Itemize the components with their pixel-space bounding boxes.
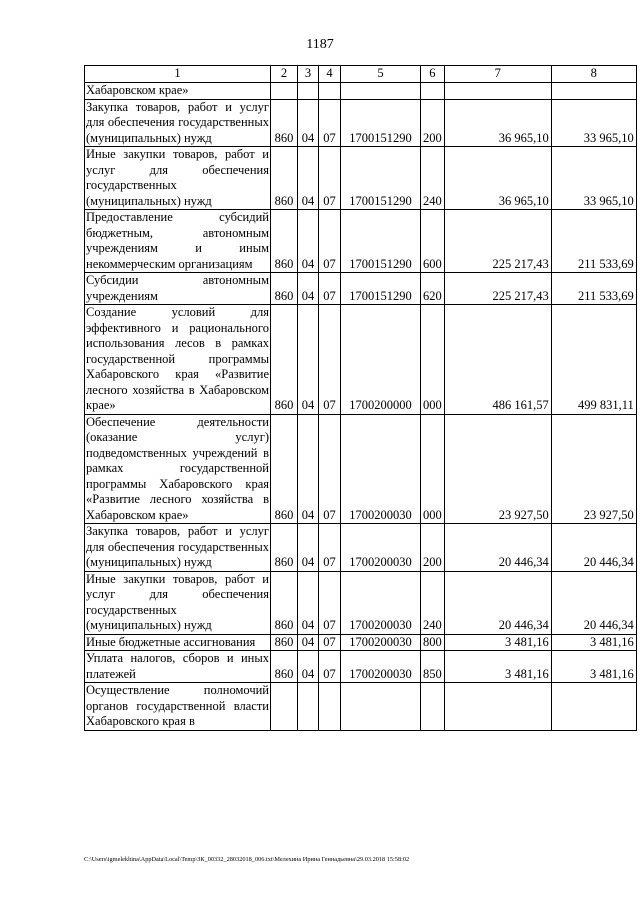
- row-amount-col8: [551, 683, 636, 731]
- header-cell-1: 1: [85, 66, 271, 83]
- header-cell-8: 8: [551, 66, 636, 83]
- row-target-article: [341, 683, 421, 731]
- row-subsection: 07: [319, 305, 341, 415]
- row-subsection: 07: [319, 634, 341, 651]
- page-number: 1187: [306, 37, 334, 52]
- row-subsection: 07: [319, 147, 341, 210]
- row-section: 04: [298, 305, 319, 415]
- row-amount-col7: 36 965,10: [444, 147, 551, 210]
- row-admin-code: 860: [271, 571, 298, 634]
- table-row: [85, 273, 637, 305]
- row-description: Субсидии автономным учреждениям: [86, 273, 269, 303]
- row-target-article: [341, 83, 421, 100]
- row-subsection: 07: [319, 571, 341, 634]
- row-section: 04: [298, 147, 319, 210]
- row-section: 04: [298, 99, 319, 147]
- row-description: Уплата налогов, сборов и иных платежей: [86, 651, 269, 681]
- row-subsection: [319, 83, 341, 100]
- row-amount-col8: 499 831,11: [551, 305, 636, 415]
- row-subsection: 07: [319, 273, 341, 305]
- row-admin-code: [271, 683, 298, 731]
- row-expense-type: 000: [421, 414, 445, 524]
- row-amount-col7: 225 217,43: [444, 273, 551, 305]
- row-section: 04: [298, 210, 319, 273]
- row-expense-type: [421, 683, 445, 731]
- row-amount-col7: 486 161,57: [444, 305, 551, 415]
- row-target-article: 1700151290: [341, 147, 421, 210]
- header-cell-3: 3: [298, 66, 319, 83]
- row-target-article: 1700200030: [341, 414, 421, 524]
- row-amount-col8: 3 481,16: [551, 634, 636, 651]
- header-cell-2: 2: [271, 66, 298, 83]
- row-description: Иные закупки товаров, работ и услуг для обеспечения государственных (муниципальных) нужд: [86, 571, 269, 632]
- table-row: [85, 414, 637, 524]
- row-amount-col7: 36 965,10: [444, 99, 551, 147]
- row-amount-col7: 20 446,34: [444, 524, 551, 572]
- header-cell-4: 4: [319, 66, 341, 83]
- row-description: Иные бюджетные ассигнования: [85, 634, 271, 651]
- row-description: Создание условий для эффективного и рационального использования лесов в рамках государственной программы Хабаровского края «Развитие лесного хозяйства в Хабаровском крае»: [86, 305, 269, 412]
- row-admin-code: 860: [271, 305, 298, 415]
- row-admin-code: 860: [271, 99, 298, 147]
- budget-table: [84, 65, 637, 731]
- row-target-article: 1700200030: [341, 571, 421, 634]
- row-section: 04: [298, 414, 319, 524]
- table-row: [85, 651, 637, 683]
- row-expense-type: 850: [421, 651, 445, 683]
- row-target-article: 1700151290: [341, 273, 421, 305]
- row-target-article: 1700200030: [341, 524, 421, 572]
- row-admin-code: 860: [271, 273, 298, 305]
- row-amount-col8: 20 446,34: [551, 524, 636, 572]
- row-expense-type: 240: [421, 147, 445, 210]
- row-admin-code: [271, 83, 298, 100]
- row-amount-col8: 33 965,10: [551, 99, 636, 147]
- row-admin-code: 860: [271, 147, 298, 210]
- row-admin-code: 860: [271, 414, 298, 524]
- row-expense-type: [421, 83, 445, 100]
- row-section: 04: [298, 651, 319, 683]
- row-amount-col7: 3 481,16: [444, 634, 551, 651]
- row-amount-col7: 3 481,16: [444, 651, 551, 683]
- row-description: Осуществление полномочий органов государственной власти Хабаровского края в: [86, 683, 269, 728]
- row-expense-type: 800: [421, 634, 445, 651]
- row-expense-type: 240: [421, 571, 445, 634]
- table-row: [85, 634, 637, 651]
- row-subsection: 07: [319, 651, 341, 683]
- row-amount-col8: [551, 83, 636, 100]
- row-subsection: [319, 683, 341, 731]
- table-row: [85, 571, 637, 634]
- table-header-row: [85, 66, 637, 83]
- row-description: Закупка товаров, работ и услуг для обеспечения государственных (муниципальных) нужд: [86, 99, 269, 145]
- row-amount-col7: [444, 83, 551, 100]
- table-row: [85, 99, 637, 147]
- row-description: Иные закупки товаров, работ и услуг для обеспечения государственных (муниципальных) нужд: [86, 147, 269, 208]
- row-description: Хабаровском крае»: [85, 83, 271, 100]
- table-row: [85, 305, 637, 415]
- row-section: 04: [298, 571, 319, 634]
- header-cell-7: 7: [444, 66, 551, 83]
- row-description: Предоставление субсидий бюджетным, автономным учреждениям и иным некоммерческим организациям: [86, 210, 269, 271]
- table-row: [85, 524, 637, 572]
- table-row: [85, 147, 637, 210]
- row-expense-type: 600: [421, 210, 445, 273]
- row-subsection: 07: [319, 99, 341, 147]
- row-amount-col7: 23 927,50: [444, 414, 551, 524]
- header-cell-6: 6: [421, 66, 445, 83]
- row-section: [298, 683, 319, 731]
- file-path-footer: C:\Users\igmelekhina\AppData\Local\Temp\ЗК_00332_28032018_006.txt\Мелехина Ирина Геннадьевна\29.03.2018 15:58:02: [84, 856, 410, 863]
- row-amount-col7: 225 217,43: [444, 210, 551, 273]
- row-amount-col8: 3 481,16: [551, 651, 636, 683]
- row-amount-col7: 20 446,34: [444, 571, 551, 634]
- row-admin-code: 860: [271, 634, 298, 651]
- row-expense-type: 200: [421, 99, 445, 147]
- row-expense-type: 200: [421, 524, 445, 572]
- table-row: [85, 683, 637, 731]
- row-amount-col8: 23 927,50: [551, 414, 636, 524]
- row-amount-col8: 33 965,10: [551, 147, 636, 210]
- row-target-article: 1700200000: [341, 305, 421, 415]
- row-target-article: 1700151290: [341, 99, 421, 147]
- row-admin-code: 860: [271, 651, 298, 683]
- row-amount-col7: [444, 683, 551, 731]
- row-admin-code: 860: [271, 210, 298, 273]
- row-amount-col8: 211 533,69: [551, 273, 636, 305]
- row-description: Обеспечение деятельности (оказание услуг) подведомственных учреждений в рамках государственной программы Хабаровского края «Развитие лесного хозяйства в Хабаровском крае»: [86, 414, 269, 522]
- row-amount-col8: 211 533,69: [551, 210, 636, 273]
- table-row: [85, 83, 637, 100]
- row-section: 04: [298, 524, 319, 572]
- row-section: 04: [298, 634, 319, 651]
- row-subsection: 07: [319, 210, 341, 273]
- row-target-article: 1700151290: [341, 210, 421, 273]
- table-row: [85, 210, 637, 273]
- row-description: Закупка товаров, работ и услуг для обеспечения государственных (муниципальных) нужд: [86, 524, 269, 569]
- row-expense-type: 620: [421, 273, 445, 305]
- row-subsection: 07: [319, 414, 341, 524]
- row-target-article: 1700200030: [341, 634, 421, 651]
- header-cell-5: 5: [341, 66, 421, 83]
- row-section: 04: [298, 273, 319, 305]
- row-amount-col8: 20 446,34: [551, 571, 636, 634]
- row-admin-code: 860: [271, 524, 298, 572]
- row-expense-type: 000: [421, 305, 445, 415]
- row-target-article: 1700200030: [341, 651, 421, 683]
- row-section: [298, 83, 319, 100]
- row-subsection: 07: [319, 524, 341, 572]
